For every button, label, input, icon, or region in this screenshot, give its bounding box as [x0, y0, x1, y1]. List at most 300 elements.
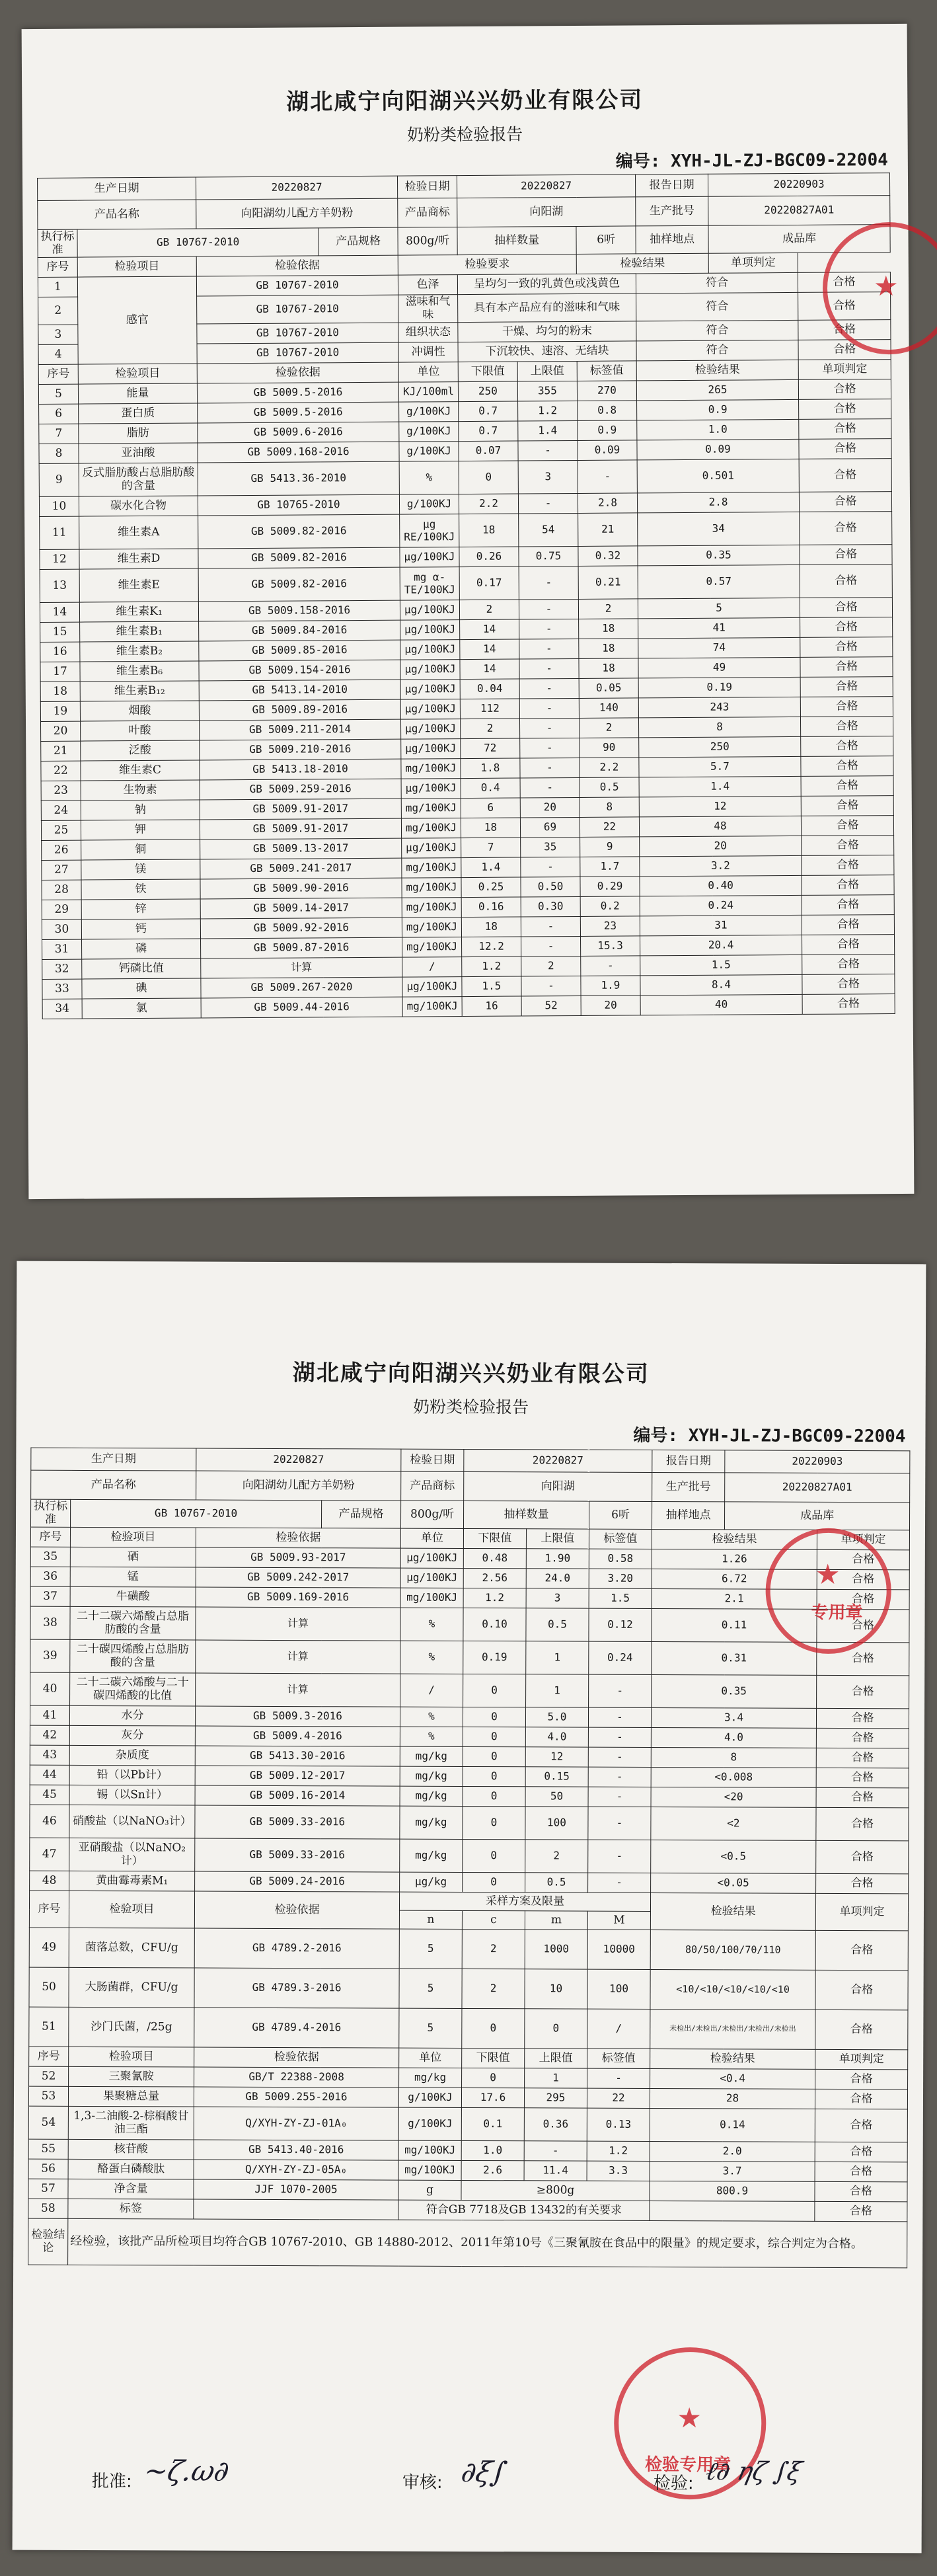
item-unit: μg/100KJ — [400, 620, 460, 641]
item-unit: g/100KJ — [399, 442, 459, 462]
column-header: 下限值 — [462, 2049, 525, 2068]
column-header: 单项判定 — [817, 1530, 909, 1549]
test-result: 28 — [650, 2089, 815, 2109]
sample-qty: 6听 — [576, 226, 636, 254]
upper-limit: 355 — [517, 381, 577, 402]
row-number: 31 — [42, 939, 82, 959]
table-row — [30, 1805, 909, 1841]
sample-label: 抽样数量 — [457, 226, 576, 254]
item-unit: g/100KJ — [398, 2107, 461, 2140]
item-unit: μg/100KJ — [401, 779, 461, 799]
row-number: 43 — [30, 1745, 69, 1765]
column-header: 下限值 — [458, 362, 517, 382]
table-row — [39, 459, 891, 497]
item-name: 酪蛋白磷酸肽 — [68, 2159, 194, 2179]
column-header: 序号 — [38, 364, 78, 384]
sensory-item: 组织状态 — [398, 323, 458, 343]
item-unit: μg/100KJ — [400, 640, 460, 660]
row-number: 46 — [30, 1805, 69, 1838]
item-basis: GB 5009.33-2016 — [195, 1838, 400, 1872]
item-unit: g/100KJ — [399, 402, 459, 422]
test-result: 48 — [639, 816, 801, 837]
table-row — [30, 1765, 909, 1788]
test-result: 2.1 — [652, 1589, 817, 1610]
label-value: 0.29 — [580, 877, 640, 897]
label-value: 3.20 — [589, 1569, 652, 1588]
item-basis: Q/XYH-ZY-ZJ-05A₀ — [194, 2160, 398, 2180]
standard: GB 10767-2010 — [77, 228, 319, 257]
upper-limit: 3 — [526, 1588, 589, 1608]
table-row — [30, 1785, 909, 1808]
sampling-c: 2 — [462, 1930, 525, 1969]
label-value: - — [578, 460, 637, 494]
lower-limit: 0.10 — [463, 1608, 526, 1641]
upper-limit: 5.0 — [525, 1707, 588, 1727]
sensory-item: 色泽 — [398, 275, 457, 295]
item-name: 碘 — [82, 978, 201, 999]
label-value: 0.9 — [578, 420, 637, 441]
lower-limit: 12.2 — [462, 937, 521, 957]
judgement: 合格 — [799, 439, 891, 459]
sample-label: 抽样数量 — [463, 1501, 589, 1529]
sensory-group: 感官 — [77, 276, 197, 364]
item-name: 铁 — [81, 879, 200, 900]
item-name: 1,3-二油酸-2-棕榈酸甘油三酯 — [68, 2106, 194, 2140]
label-value: - — [588, 1727, 651, 1747]
item-name: 钾 — [81, 820, 200, 840]
product-name-label: 产品名称 — [31, 1470, 196, 1500]
item-name: 维生素D — [79, 549, 198, 569]
judgement: 合格 — [816, 1748, 909, 1768]
item-name: 钙 — [81, 919, 200, 939]
inspect-label: 检验: — [653, 2473, 694, 2494]
label-value: 9 — [580, 837, 640, 857]
column-header: 单位 — [399, 2048, 462, 2068]
judgement: 合格 — [801, 736, 893, 757]
item-name: 二十二碳六烯酸与二十碳四烯酸的比值 — [70, 1672, 196, 1706]
sampling-n: 5 — [399, 1969, 462, 2008]
lower-limit: 0.7 — [459, 421, 518, 442]
sampling-subheader: M — [587, 1911, 650, 1930]
label-value: - — [588, 1707, 651, 1727]
row-number: 15 — [40, 622, 80, 642]
row-number: 23 — [41, 781, 81, 800]
header-row — [31, 1499, 910, 1530]
micro-row — [29, 1928, 908, 1971]
row-number: 12 — [40, 549, 79, 569]
upper-limit: 0.75 — [519, 547, 578, 567]
item-name: 三聚氰胺 — [69, 2066, 194, 2087]
sensory-column-header: 检验要求 — [398, 254, 576, 276]
item-name: 亚油酸 — [79, 443, 198, 463]
judgement: 合格 — [799, 459, 891, 492]
sensory-column-header: 检验依据 — [196, 255, 398, 276]
label-value: - — [589, 1674, 652, 1707]
judgement: 合格 — [815, 2142, 907, 2162]
label-value: 23 — [580, 916, 640, 937]
row-number: 1 — [38, 277, 77, 297]
label-value: 270 — [577, 381, 636, 401]
judgement: 合格 — [801, 717, 893, 737]
judgement: 合格 — [815, 2162, 907, 2181]
label-value: - — [581, 956, 640, 976]
micro-header-row — [29, 1891, 908, 1912]
sensory-column-header: 单项判定 — [708, 253, 798, 274]
item-basis: GB 5009.259-2016 — [200, 779, 401, 800]
item-basis: GB 5413.30-2016 — [195, 1746, 400, 1766]
column-header: 检验依据 — [197, 362, 398, 383]
column-header: 检验结果 — [650, 1893, 815, 1931]
item-unit: mg/kg — [400, 1786, 463, 1806]
lower-limit: 0 — [463, 1674, 526, 1707]
test-result: 0.31 — [652, 1642, 817, 1676]
test-result: 1.4 — [639, 777, 801, 797]
test-result: 31 — [640, 916, 802, 936]
label-value: 0.21 — [578, 566, 638, 600]
item-basis: GB 5009.255-2016 — [194, 2087, 398, 2107]
sampling-subheader: c — [462, 1911, 525, 1930]
code-value-2: XYH-JL-ZJ-BGC09-22004 — [688, 1426, 906, 1447]
company-name-2: 湖北咸宁向阳湖兴兴奶业有限公司 — [292, 1360, 650, 1387]
column-header: 上限值 — [525, 2049, 587, 2068]
item-unit: mg α-TE/100KJ — [400, 567, 459, 601]
item-unit: / — [402, 957, 462, 978]
test-result: 0.57 — [638, 565, 800, 599]
table-row — [30, 1871, 909, 1894]
judgement: 合格 — [816, 1873, 909, 1893]
column-header: 单项判定 — [815, 1893, 908, 1930]
item-name: 氯 — [82, 998, 201, 1019]
table-row — [40, 512, 892, 550]
spec-label: 产品规格 — [319, 227, 398, 256]
judgement: 合格 — [815, 2109, 907, 2142]
upper-limit: 1.90 — [526, 1549, 589, 1569]
judgement: 合格 — [802, 955, 895, 975]
test-result: 49 — [638, 658, 800, 678]
sampling-n: 5 — [399, 2008, 462, 2048]
lower-limit: 2.6 — [461, 2161, 524, 2181]
test-result: 0.19 — [638, 678, 800, 698]
judgement: 合格 — [800, 565, 892, 598]
column-header-row — [30, 1527, 909, 1550]
item-unit: mg/kg — [400, 1839, 463, 1872]
judgement: 合格 — [801, 756, 893, 777]
test-result: 34 — [638, 512, 800, 546]
column-header: 检验依据 — [196, 1528, 400, 1548]
row-number: 9 — [39, 463, 79, 496]
upper-limit: - — [519, 600, 578, 620]
test-result: 12 — [639, 797, 801, 817]
label-value: 1.2 — [587, 2141, 650, 2161]
column-header: 序号 — [29, 2047, 69, 2066]
lower-limit: 250 — [458, 381, 517, 402]
upper-limit: - — [520, 778, 580, 799]
item-basis: GB 5009.267-2020 — [201, 977, 402, 998]
item-name: 硒 — [70, 1547, 196, 1567]
item-unit: mg/kg — [400, 1746, 463, 1766]
item-basis — [194, 2199, 398, 2220]
item-basis: GB 5009.6-2016 — [198, 422, 399, 443]
item-basis: GB 4789.4-2016 — [194, 2008, 399, 2048]
judgement: 合格 — [800, 657, 893, 678]
row-number: 4 — [38, 344, 78, 364]
item-name: 净含量 — [68, 2179, 194, 2199]
row-number: 35 — [30, 1547, 70, 1567]
lower-limit: 18 — [459, 514, 519, 547]
inspector-signature: ℓ∂ ηζ ∫ξ — [703, 2456, 805, 2486]
test-result: 1.5 — [640, 955, 802, 976]
lower-limit: 14 — [460, 659, 519, 680]
judgement: 合格 — [802, 875, 894, 896]
lower-limit: 0 — [463, 1787, 525, 1807]
item-basis: GB 5009.210-2016 — [200, 739, 401, 760]
row-number: 10 — [39, 496, 79, 516]
lower-limit: 16 — [462, 996, 521, 1017]
label-value: 0.32 — [578, 546, 638, 566]
stamp-star-icon: ★ — [873, 270, 899, 303]
upper-limit: - — [521, 857, 580, 878]
report-date: 20220903 — [725, 1450, 910, 1473]
company-name: 湖北咸宁向阳湖兴兴奶业有限公司 — [286, 87, 644, 116]
lower-limit: 0.07 — [459, 441, 518, 461]
label-value: 0.24 — [589, 1641, 652, 1674]
judgement: 合格 — [815, 1930, 908, 1970]
row-number: 32 — [42, 959, 82, 979]
item-unit: % — [400, 1727, 463, 1746]
judgement: 合格 — [816, 1708, 909, 1728]
label-value: 21 — [578, 513, 638, 547]
upper-limit: 2 — [521, 956, 581, 977]
item-basis: GB 10767-2010 — [197, 295, 398, 324]
spec-label: 产品规格 — [321, 1501, 400, 1529]
upper-limit: - — [524, 2141, 587, 2161]
sensory-item: 滋味和气味 — [398, 295, 458, 323]
item-name: 二十碳四烯酸占总脂肪酸的含量 — [70, 1639, 196, 1673]
item-unit: mg/100KJ — [400, 1588, 463, 1608]
label-value: 0.58 — [589, 1549, 652, 1569]
item-name: 维生素K₁ — [79, 602, 198, 622]
label-value: 0.8 — [578, 401, 637, 421]
test-result: 符合 — [636, 293, 798, 322]
table-row — [30, 1705, 909, 1729]
label-value: 2 — [578, 599, 638, 619]
row-number: 36 — [30, 1567, 70, 1586]
item-basis: GB 5009.158-2016 — [198, 600, 400, 621]
sampling-m: 100 — [587, 1969, 650, 2009]
test-result — [650, 2201, 815, 2222]
item-unit: mg/100KJ — [398, 2160, 461, 2180]
test-result: 6.72 — [652, 1569, 817, 1590]
item-name: 维生素B₂ — [80, 641, 199, 662]
lower-limit: 0 — [463, 1747, 525, 1767]
sampling-m: 0 — [525, 2009, 587, 2049]
column-header: 采样方案及限量 — [399, 1892, 650, 1911]
test-result: 3.7 — [650, 2162, 815, 2182]
item-name: 铅（以Pb计） — [69, 1765, 195, 1785]
product-name-label: 产品名称 — [38, 200, 196, 229]
judgement: 合格 — [815, 2089, 907, 2109]
stamp-star-icon-3: ★ — [677, 2401, 702, 2435]
item-unit: mg/100KJ — [401, 759, 461, 779]
item-name: 泛酸 — [81, 740, 200, 761]
upper-limit: 3 — [518, 461, 578, 494]
judgement: 合格 — [816, 1768, 909, 1787]
label-value: 8 — [580, 797, 639, 818]
test-result: 5.7 — [639, 757, 801, 777]
test-result: 0.09 — [637, 440, 799, 460]
label-value: 0.13 — [587, 2108, 650, 2141]
sensory-column-header: 检验项目 — [77, 256, 196, 277]
table-row — [30, 1639, 909, 1676]
judgement: 合格 — [801, 776, 893, 797]
report-date: 20220903 — [708, 173, 889, 197]
row-number: 51 — [29, 2007, 69, 2047]
item-basis: GB 5009.87-2016 — [201, 937, 402, 958]
lower-limit: 0.7 — [459, 401, 518, 422]
spec: 800g/听 — [400, 1501, 463, 1528]
label-value: 15.3 — [581, 936, 640, 956]
upper-limit: 4.0 — [525, 1727, 588, 1747]
row-number: 57 — [28, 2179, 68, 2199]
table-row — [28, 2086, 907, 2109]
sensory-column-header: 序号 — [38, 257, 77, 277]
test-result: 250 — [639, 737, 801, 758]
judgement: 合格 — [802, 915, 894, 935]
column-header: 检验依据 — [194, 2047, 399, 2068]
lower-limit: 1.8 — [461, 758, 520, 779]
table-row — [28, 2199, 907, 2222]
product-name: 向阳湖幼儿配方羊奶粉 — [196, 1471, 401, 1501]
standard: GB 10767-2010 — [71, 1499, 322, 1528]
upper-limit: 50 — [525, 1787, 588, 1807]
lower-limit: 0 — [463, 1807, 525, 1840]
report-page-1 — [22, 24, 915, 1199]
item-basis: GB 5009.12-2017 — [195, 1766, 400, 1786]
upper-limit: 0.15 — [525, 1767, 588, 1787]
item-basis: GB 5009.91-2017 — [200, 799, 401, 820]
judgement: 合格 — [798, 292, 891, 321]
row-number: 3 — [38, 325, 78, 344]
label-value: 20 — [581, 995, 640, 1016]
row-number: 27 — [42, 860, 81, 880]
row-number: 22 — [41, 761, 81, 781]
upper-limit: 12 — [525, 1747, 588, 1767]
item-name: 牛磺酸 — [70, 1586, 196, 1607]
item-unit: mg/100KJ — [402, 997, 462, 1017]
item-unit: mg/100KJ — [402, 898, 461, 918]
upper-limit: - — [520, 758, 580, 779]
item-basis: GB 4789.2-2016 — [194, 1928, 399, 1969]
item-basis: GB 5009.168-2016 — [198, 442, 399, 463]
test-result: 74 — [638, 638, 800, 658]
judgement: 合格 — [817, 1609, 909, 1642]
table-row — [30, 1672, 909, 1709]
judgement: 合格 — [802, 895, 894, 916]
test-result: 符合 — [636, 273, 798, 293]
lower-limit: 18 — [461, 917, 521, 937]
label-value: 18 — [579, 639, 638, 659]
test-result: <0.05 — [651, 1873, 816, 1894]
upper-limit: 35 — [521, 838, 580, 858]
judgement: 合格 — [816, 1787, 909, 1807]
item-unit: mg/kg — [400, 1806, 463, 1839]
lower-limit: 0.04 — [460, 679, 519, 699]
report-code — [616, 146, 888, 173]
label-value: 22 — [587, 2088, 650, 2108]
judgement: 合格 — [802, 935, 895, 955]
item-unit: mg/kg — [400, 1766, 463, 1786]
row-number: 40 — [30, 1672, 70, 1705]
item-name: 镁 — [81, 859, 200, 880]
row-number: 58 — [28, 2199, 68, 2218]
row-number: 25 — [41, 820, 81, 840]
brand: 向阳湖 — [457, 197, 636, 227]
label-value: - — [588, 1840, 651, 1873]
test-result: 265 — [636, 380, 798, 401]
requirement: ≥800g — [461, 2181, 650, 2201]
item-name: 菌落总数，CFU/g — [69, 1928, 194, 1968]
stamp-label-2: 检验专用章 — [645, 2454, 731, 2476]
item-unit: μg/100KJ — [400, 660, 460, 680]
test-result: 0.14 — [650, 2109, 815, 2142]
column-header: 序号 — [30, 1527, 70, 1547]
column-header: 单位 — [398, 362, 458, 383]
lower-limit: 1.2 — [462, 956, 521, 977]
lower-limit: 1.0 — [461, 2141, 524, 2161]
item-basis: GB 5009.154-2016 — [199, 660, 400, 681]
judgement: 合格 — [816, 1840, 909, 1873]
label-value: 2 — [579, 718, 638, 738]
label-value: 0.09 — [578, 440, 637, 461]
test-result: 3.4 — [651, 1708, 816, 1729]
column-header: 上限值 — [517, 362, 577, 382]
row-number: 50 — [29, 1967, 69, 2007]
row-number: 28 — [42, 880, 81, 900]
upper-limit: - — [518, 441, 578, 461]
lower-limit: 0 — [462, 2068, 525, 2088]
test-result: 0.501 — [637, 459, 799, 493]
location: 成品库 — [708, 225, 890, 254]
upper-limit: - — [521, 937, 581, 957]
item-basis: GB 5009.33-2016 — [195, 1805, 400, 1839]
location-label: 抽样地点 — [636, 225, 708, 254]
lower-limit: 14 — [460, 619, 519, 640]
label-value: - — [588, 1873, 651, 1893]
test-result: 8 — [639, 717, 801, 738]
brand-label: 产品商标 — [398, 198, 457, 228]
item-basis: GB 5009.3-2016 — [195, 1706, 400, 1727]
lower-limit: 0 — [463, 1727, 525, 1747]
item-basis: GB 5009.91-2017 — [200, 818, 401, 839]
label-value: 1.9 — [581, 976, 640, 996]
judgement: 合格 — [817, 1569, 909, 1589]
item-name: 沙门氏菌，/25g — [69, 2007, 194, 2047]
label-value: 1.7 — [580, 857, 640, 877]
test-result: 符合 — [636, 340, 798, 361]
item-name: 水分 — [69, 1705, 195, 1726]
approver-signature: ~ζ.ω∂ — [141, 2454, 233, 2487]
row-number: 2 — [38, 297, 78, 325]
sampling-subheader: m — [525, 1911, 587, 1930]
lower-limit: 17.6 — [461, 2088, 524, 2108]
lower-limit: 0 — [459, 461, 518, 494]
lower-limit: 0.1 — [461, 2108, 524, 2141]
item-basis: 计算 — [196, 1607, 400, 1641]
judgement: 合格 — [815, 2069, 908, 2089]
test-result: 0.11 — [652, 1609, 817, 1643]
item-basis: GB 4789.3-2016 — [194, 1968, 399, 2008]
column-header: 标签值 — [577, 361, 636, 381]
